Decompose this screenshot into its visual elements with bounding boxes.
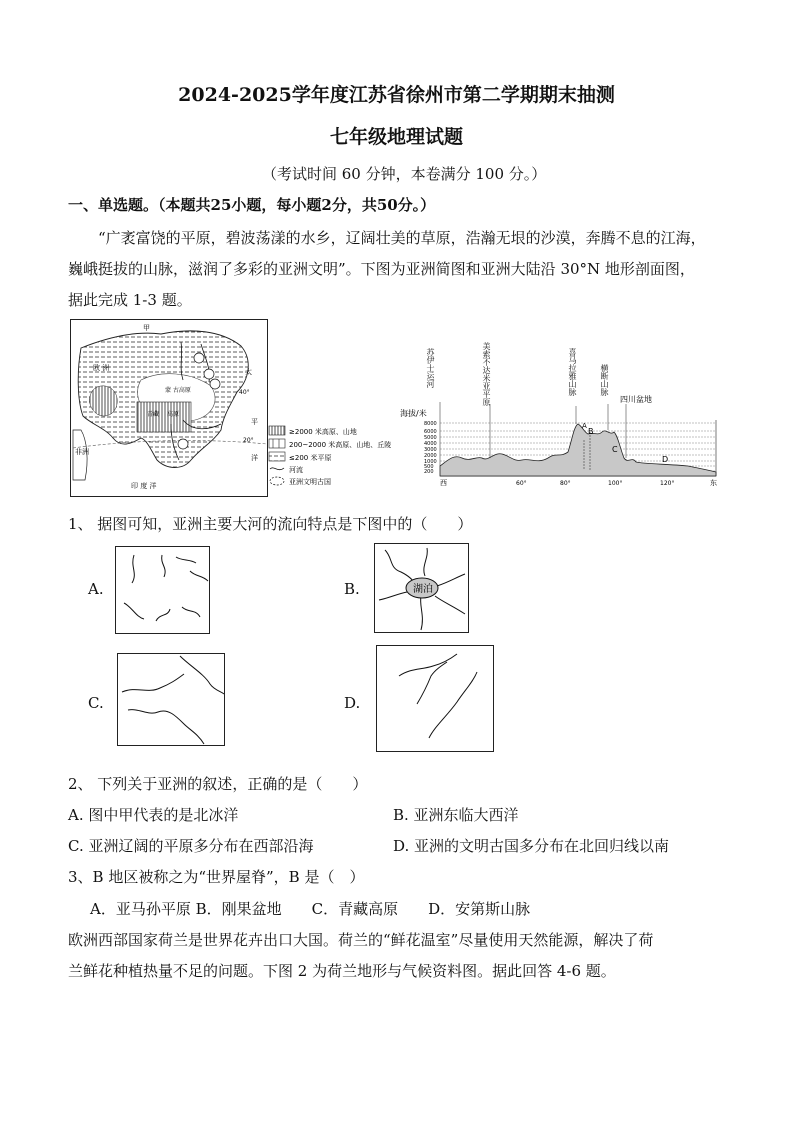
- legend-civilization: 亚洲文明古国: [289, 478, 331, 486]
- ytick-2000: 2000: [424, 453, 437, 459]
- map-label-tibet: 青藏: [147, 411, 160, 418]
- terrain-profile: [398, 340, 720, 490]
- map-label-africa: 非洲: [75, 448, 89, 456]
- map-label-pacific: 太: [245, 368, 252, 376]
- asia-map: [70, 319, 268, 497]
- q2-stem: 2、 下列关于亚洲的叙述，正确的是（ ）: [68, 775, 368, 793]
- map-label-mongolia: 蒙 古高原: [165, 387, 191, 394]
- q2-option-b[interactable]: B. 亚洲东临大西洋: [393, 806, 519, 824]
- q3-stem: 3、B 地区被称之为“世界屋脊”，B 是（ ）: [68, 868, 365, 886]
- map-label-pacific3: 洋: [251, 454, 258, 462]
- legend-high: ≥2000 米高原、山地: [289, 428, 357, 436]
- q1-option-d-label[interactable]: D.: [344, 694, 361, 712]
- ytick-500: 500: [424, 464, 434, 470]
- xtick-60: 60°: [516, 480, 527, 487]
- vlabel-suez: 苏伊士运河: [426, 348, 435, 388]
- vlabel-meso: 美索不达米亚平原: [482, 342, 491, 406]
- legend-river: 河流: [289, 466, 303, 474]
- ytick-8000: 8000: [424, 421, 437, 427]
- xtick-120: 120°: [660, 480, 675, 487]
- section-heading: 一、单选题。（本题共25小题，每小题2分，共50分。）: [68, 196, 436, 214]
- xtick-100: 100°: [608, 480, 623, 487]
- ytick-5000: 5000: [424, 435, 437, 441]
- q1-option-d-figure[interactable]: [376, 645, 494, 752]
- q1-option-a-figure[interactable]: [115, 546, 210, 634]
- q2-option-c[interactable]: C. 亚洲辽阔的平原多分布在西部沿海: [68, 837, 314, 855]
- exam-info: （考试时间 60 分钟，本卷满分 100 分。）: [262, 165, 547, 183]
- map-label-lat40: 40°: [239, 389, 250, 396]
- ytick-1000: 1000: [424, 459, 437, 465]
- label-B: B: [588, 427, 594, 436]
- intro-line-1: “广袤富饶的平原，碧波荡漾的水乡，辽阔壮美的草原，浩瀚无垠的沙漠，奔腾不息的江海，: [98, 229, 706, 247]
- xtick-80: 80°: [560, 480, 571, 487]
- q1-option-c-figure[interactable]: [117, 653, 225, 746]
- legend-mid: 200~2000 米高原、山地、丘陵: [289, 441, 392, 449]
- q1-option-b-figure[interactable]: [374, 543, 469, 633]
- q2-option-d[interactable]: D. 亚洲的文明古国多分布在北回归线以南: [393, 837, 670, 855]
- map-label-europe: 欧 洲: [93, 364, 110, 372]
- map-label-indian-ocean: 印 度 洋: [131, 482, 157, 490]
- intro-line-2: 巍峨挺拔的山脉，滋润了多彩的亚洲文明”。下图为亚洲简图和亚洲大陆沿 30°N 地形剖面图，: [68, 260, 695, 278]
- label-sichuan: 四川盆地: [620, 395, 652, 404]
- ytick-6000: 6000: [424, 429, 437, 435]
- label-east: 东: [710, 479, 717, 487]
- q3-options[interactable]: A．亚马孙平原 B．刚果盆地 C．青藏高原 D．安第斯山脉: [90, 900, 531, 918]
- q1-option-a-label[interactable]: A.: [88, 580, 104, 598]
- exam-title: 2024-2025学年度江苏省徐州市第二学期期末抽测: [178, 84, 615, 106]
- passage2-line-2: 兰鲜花种植热量不足的问题。下图 2 为荷兰地形与气候资料图。据此回答 4-6 题。: [68, 962, 616, 980]
- map-label-tibet2: 高原: [167, 411, 180, 418]
- map-label-pacific2: 平: [251, 418, 258, 426]
- intro-line-3: 据此完成 1-3 题。: [68, 291, 192, 309]
- label-west: 西: [440, 479, 447, 487]
- map-legend: [268, 424, 404, 494]
- passage2-line-1: 欧洲西部国家荷兰是世界花卉出口大国。荷兰的“鲜花温室”尽量使用天然能源，解决了荷: [68, 931, 654, 949]
- vlabel-hengduan: 横断山脉: [600, 364, 609, 396]
- q2-option-a[interactable]: A. 图中甲代表的是北冰洋: [68, 806, 239, 824]
- ytick-3000: 3000: [424, 447, 437, 453]
- profile-ylabel: 海拔/米: [400, 409, 427, 418]
- lake-label: 湖泊: [413, 584, 433, 595]
- exam-subtitle: 七年级地理试题: [329, 126, 463, 148]
- ytick-200: 200: [424, 469, 434, 475]
- q1-stem: 1、 据图可知，亚洲主要大河的流向特点是下图中的（ ）: [68, 515, 473, 533]
- vlabel-himalaya: 喜马拉雅山脉: [568, 348, 577, 396]
- ytick-4000: 4000: [424, 441, 437, 447]
- legend-low: ≤200 米平原: [289, 454, 332, 462]
- map-label-lat20: 20°: [243, 437, 254, 444]
- label-A: A: [582, 422, 587, 430]
- map-label-jia: 甲: [143, 324, 150, 332]
- q1-option-b-label[interactable]: B.: [344, 580, 360, 598]
- label-D: D: [662, 455, 669, 464]
- label-C: C: [612, 445, 618, 454]
- q1-option-c-label[interactable]: C.: [88, 694, 104, 712]
